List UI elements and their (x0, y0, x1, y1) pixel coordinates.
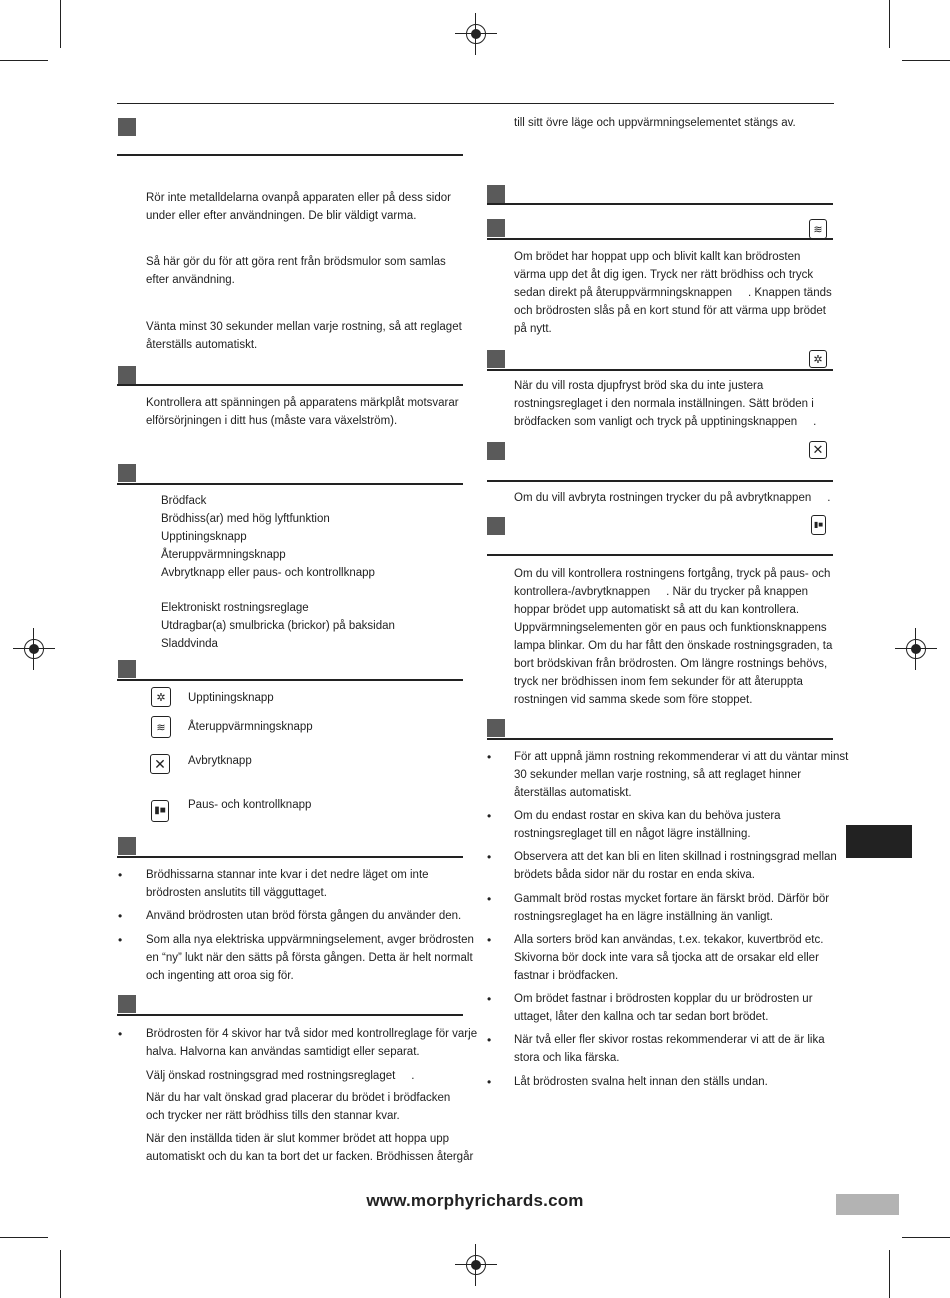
section-rule (117, 483, 463, 485)
tip-line: För att uppnå jämn rostning rekommenderar vi att du väntar minst (514, 751, 849, 763)
language-tab (846, 825, 912, 858)
bullet: • (118, 933, 123, 947)
reheat-icon: ≋ (151, 716, 171, 738)
registration-mark-icon (466, 1255, 486, 1275)
pause-icon: ▮■ (151, 800, 169, 822)
pause-line: Om du vill kontrollera rostningens fortgång, tryck på paus- och (514, 568, 831, 580)
tip-line: brödets båda sidor när du rostar en enda skiva. (514, 869, 756, 881)
tip-line: uttaget, låter den kallna och tar sedan bort brödet. (514, 1011, 769, 1023)
icon-label-cancel: Avbrytknapp (188, 755, 252, 767)
bullet: • (487, 933, 492, 947)
crop-mark (889, 1250, 890, 1298)
section-marker (118, 464, 136, 482)
registration-mark-icon (466, 24, 486, 44)
toasting-line: och trycker ner rätt brödhiss tills den stannar kvar. (146, 1110, 400, 1122)
tip-line: Observera att det kan bli en liten skillnad i rostningsgrad mellan (514, 851, 837, 863)
bullet: • (487, 809, 492, 823)
bullet: • (118, 909, 123, 923)
section-rule (487, 554, 833, 556)
parts-item: Brödfack (161, 495, 207, 507)
crumbs-line-1: Så här gör du för att göra rent från brödsmulor som samlas (146, 256, 446, 268)
crop-mark (60, 0, 61, 48)
section-rule (117, 154, 463, 156)
top-rule (117, 103, 834, 104)
bullet: • (487, 892, 492, 906)
crop-mark (902, 60, 950, 61)
tip-line: rostningsreglaget till en något lägre inställning. (514, 828, 751, 840)
toasting-line: När du har valt önskad grad placerar du brödet i brödfacken (146, 1092, 451, 1104)
reheat-line: värma upp det åt dig igen. Tryck ner rätt brödhiss och tryck (514, 269, 814, 281)
cancel-line: Om du vill avbryta rostningen trycker du på avbrytknappen . (514, 492, 831, 504)
section-marker (487, 185, 505, 203)
continuation-line: till sitt övre läge och uppvärmningselementet stängs av. (514, 117, 796, 129)
section-rule (117, 679, 463, 681)
first-use-line: Använd brödrosten utan bröd första gången du använder den. (146, 910, 462, 922)
bullet: • (487, 750, 492, 764)
tip-line: Låt brödrosten svalna helt innan den ställs undan. (514, 1076, 768, 1088)
reheat-icon: ≋ (809, 219, 827, 239)
tip-line: Skivorna bör dock inte vara så tjocka att de orsakar eld eller (514, 952, 819, 964)
bullet: • (487, 850, 492, 864)
first-use-line: och ingenting att oroa sig för. (146, 970, 294, 982)
tip-line: Alla sorters bröd kan användas, t.ex. tekakor, kuvertbröd etc. (514, 934, 824, 946)
parts-item: Avbrytknapp eller paus- och kontrollknapp (161, 567, 375, 579)
tip-line: När två eller fler skivor rostas rekommenderar vi att de är lika (514, 1034, 825, 1046)
section-marker (118, 366, 136, 384)
section-marker (118, 660, 136, 678)
section-rule (117, 856, 463, 858)
section-marker (487, 442, 505, 460)
frozen-line: När du vill rosta djupfryst bröd ska du inte justera (514, 380, 764, 392)
toasting-line: Välj önskad rostningsgrad med rostningsreglaget . (146, 1070, 415, 1082)
registration-mark-icon (906, 639, 926, 659)
crop-mark (889, 0, 890, 48)
pause-line: hoppar brödet upp automatiskt så att du kan kontrollera. (514, 604, 800, 616)
reheat-line: Om brödet har hoppat upp och blivit kallt kan brödrosten (514, 251, 801, 263)
tip-line: Om brödet fastnar i brödrosten kopplar du ur brödrosten ur (514, 993, 813, 1005)
parts-item: Utdragbar(a) smulbricka (brickor) på baksidan (161, 620, 395, 632)
icon-label-reheat: Återuppvärmningsknapp (188, 721, 313, 733)
tip-line: fastnar i brödfacken. (514, 970, 619, 982)
bullet: • (118, 1027, 123, 1041)
section-rule (487, 238, 833, 240)
section-marker (487, 719, 505, 737)
tip-line: rostningsreglaget ha en lägre inställning än vanligt. (514, 911, 773, 923)
toasting-line: När den inställda tiden är slut kommer brödet att hoppa upp (146, 1133, 450, 1145)
parts-item: Upptiningsknapp (161, 531, 247, 543)
toasting-line: automatiskt och du kan ta bort det ur facken. Brödhissen återgår (146, 1151, 474, 1163)
section-rule (117, 384, 463, 386)
section-marker (118, 837, 136, 855)
parts-item: Återuppvärmningsknapp (161, 549, 286, 561)
section-marker (487, 350, 505, 368)
pause-line: kontrollera-/avbrytknappen . När du trycker på knappen (514, 586, 809, 598)
reheat-line: på nytt. (514, 323, 552, 335)
voltage-line-1: Kontrollera att spänningen på apparatens märkplåt motsvarar (146, 397, 459, 409)
section-marker (487, 517, 505, 535)
frozen-line: brödfacken som vanligt och tryck på upptiningsknappen . (514, 416, 817, 428)
voltage-line-2: elförsörjningen i ditt hus (måste vara växelström). (146, 415, 398, 427)
first-use-line: Brödhissarna stannar inte kvar i det nedre läget om inte (146, 869, 429, 881)
pause-line: tryck ner brödhissen inom fem sekunder för att återuppta (514, 676, 803, 688)
tip-line: 30 sekunder mellan varje rostning, så att reglaget hinner (514, 769, 802, 781)
snowflake-icon: ✲ (809, 350, 827, 368)
registration-mark-icon (24, 639, 44, 659)
reheat-line: sedan direkt på återuppvärmningsknappen . Knappen tänds (514, 287, 832, 299)
snowflake-icon: ✲ (151, 687, 171, 707)
crop-mark (0, 1237, 48, 1238)
section-marker (487, 219, 505, 237)
crop-mark (0, 60, 48, 61)
toasting-line: Brödrosten för 4 skivor har två sidor med kontrollreglage för varje (146, 1028, 478, 1040)
cancel-icon: ✕ (809, 441, 827, 459)
section-rule (487, 480, 833, 482)
crop-mark (60, 1250, 61, 1298)
wait-line-1: Vänta minst 30 sekunder mellan varje rostning, så att reglaget (146, 321, 462, 333)
parts-item: Brödhiss(ar) med hög lyftfunktion (161, 513, 330, 525)
pause-line: rostningen vid samma skede som före stoppet. (514, 694, 753, 706)
first-use-line: brödrosten anslutits till vägguttaget. (146, 887, 327, 899)
icon-label-defrost: Upptiningsknapp (188, 692, 274, 704)
section-marker (118, 118, 136, 136)
bullet: • (487, 1075, 492, 1089)
pause-line: Uppvärmningselementen gör en paus och funktionsknappens (514, 622, 827, 634)
first-use-line: en “ny” lukt när den sätts på första gången. Detta är helt normalt (146, 952, 473, 964)
tip-line: Om du endast rostar en skiva kan du behöva justera (514, 810, 781, 822)
section-marker (118, 995, 136, 1013)
first-use-line: Som alla nya elektriska uppvärmningselement, avger brödrosten (146, 934, 474, 946)
frozen-line: rostningsreglaget i den normala inställningen. Sätt bröden i (514, 398, 814, 410)
section-rule (487, 369, 833, 371)
bullet: • (118, 868, 123, 882)
warning-line-1: Rör inte metalldelarna ovanpå apparaten eller på dess sidor (146, 192, 451, 204)
tip-line: Gammalt bröd rostas mycket fortare än färskt bröd. Därför bör (514, 893, 830, 905)
pause-line: bort brödskivan från brödrosten. Om längre rostnings behövs, (514, 658, 828, 670)
crumbs-line-2: efter användning. (146, 274, 235, 286)
section-rule (487, 203, 833, 205)
bullet: • (487, 1033, 492, 1047)
parts-item: Elektroniskt rostningsreglage (161, 602, 309, 614)
toasting-line: halva. Halvorna kan användas samtidigt eller separat. (146, 1046, 420, 1058)
pause-icon: ▮■ (811, 515, 826, 535)
reheat-line: och brödrosten slås på en kort stund för att värma upp brödet (514, 305, 826, 317)
tip-line: stora och lika färska. (514, 1052, 620, 1064)
parts-item: Sladdvinda (161, 638, 218, 650)
wait-line-2: återställs automatiskt. (146, 339, 258, 351)
pause-line: lampa blinkar. Om du har fått den önskade rostningsgraden, ta (514, 640, 833, 652)
tip-line: återställas automatiskt. (514, 787, 632, 799)
crop-mark (902, 1237, 950, 1238)
warning-line-2: under eller efter användningen. De blir väldigt varma. (146, 210, 417, 222)
cancel-icon: ✕ (150, 754, 170, 774)
section-rule (487, 738, 833, 740)
bullet: • (487, 992, 492, 1006)
icon-label-pause: Paus- och kontrollknapp (188, 799, 312, 811)
footer-url[interactable]: www.morphyrichards.com (366, 1191, 584, 1210)
section-rule (117, 1014, 463, 1016)
